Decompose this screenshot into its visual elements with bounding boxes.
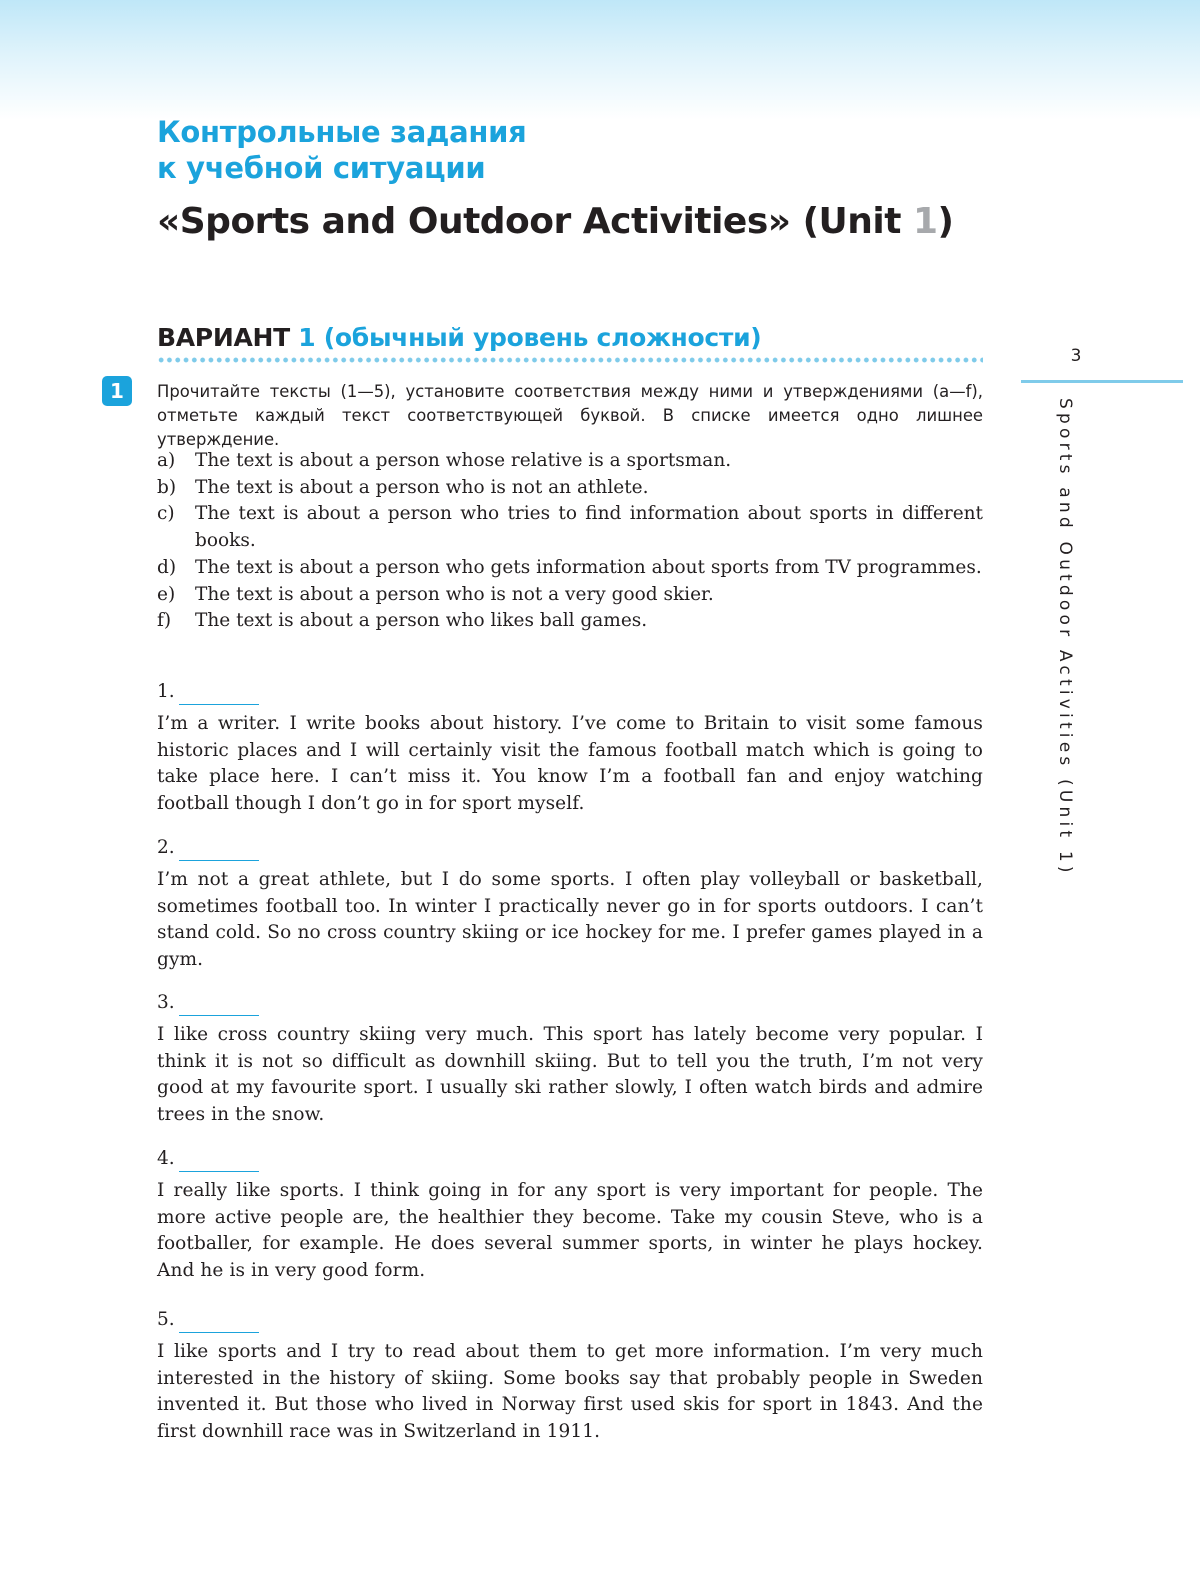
statement-letter: f) xyxy=(157,610,172,632)
unit-title-name: «Sports and Outdoor Activities» xyxy=(157,201,791,242)
unit-number: 1 xyxy=(912,201,938,242)
statement-letter: b) xyxy=(157,476,177,498)
text-number-label: 2. xyxy=(157,837,175,858)
statement-letter: a) xyxy=(157,450,176,471)
section-title-line-1: Контрольные задания xyxy=(157,115,527,149)
text-number-label: 4. xyxy=(157,1148,175,1169)
text-1-body: I’m a writer. I write books about history. I’ve come to Britain to visit some famous historic places and I will certainly visit the famous football match which is going to take place here. I can’t miss it. You know I’m a football fan and enjoy watching football though I don’t go in for sport myself. xyxy=(157,713,983,815)
statement-item xyxy=(157,582,983,609)
text-4-number xyxy=(157,1146,259,1172)
answer-blank[interactable] xyxy=(179,1314,259,1333)
answer-blank[interactable] xyxy=(179,842,259,861)
statement-item xyxy=(157,501,983,554)
task-number-badge: 1 xyxy=(102,376,132,406)
answer-blank[interactable] xyxy=(179,1153,259,1172)
statements-list xyxy=(157,448,983,635)
statement-text: The text is about a person who is not a very good skier. xyxy=(195,583,714,605)
text-2-number xyxy=(157,835,259,861)
dotted-divider xyxy=(157,357,983,363)
sidebar-rule xyxy=(1021,380,1183,383)
statement-text: The text is about a person who likes ball games. xyxy=(195,610,648,632)
running-title-vertical: Sports and Outdoor Activities (Unit 1) xyxy=(1055,398,1075,877)
statement-item xyxy=(157,608,983,635)
answer-blank[interactable] xyxy=(179,686,259,705)
statement-letter: d) xyxy=(157,556,177,578)
text-1-number xyxy=(157,679,259,705)
text-5-body: I like sports and I try to read about them to get more information. I’m very much interested in the history of skiing. Some books say that probably people in Sweden invented it. But those who lived in Norway first used skis for sport in 1843. And the first downhill race was in Switzerland in 1911. xyxy=(157,1341,983,1443)
unit-suffix: ) xyxy=(937,201,954,242)
statement-text: The text is about a person whose relative is a sportsman. xyxy=(195,450,732,471)
text-3-number xyxy=(157,990,259,1016)
variant-number: 1 xyxy=(298,323,316,352)
statement-text: The text is about a person who is not an athlete. xyxy=(195,476,649,498)
variant-heading xyxy=(157,320,761,356)
statement-item xyxy=(157,448,983,475)
answer-blank[interactable] xyxy=(179,997,259,1016)
section-title-line-2: к учебной ситуации xyxy=(157,151,486,185)
statement-letter: c) xyxy=(157,503,175,525)
statement-item xyxy=(157,555,983,582)
page-number: 3 xyxy=(1070,346,1082,366)
text-number-label: 5. xyxy=(157,1309,175,1330)
text-5-number xyxy=(157,1307,259,1333)
text-3-body: I like cross country skiing very much. This sport has lately become very popular. I think it is not so difficult as downhill skiing. But to tell you the truth, I’m not very good at my favourite sport. I usually ski rather slowly, I often watch birds and admire trees in the snow. xyxy=(157,1024,983,1126)
unit-title xyxy=(157,198,954,246)
statement-letter: e) xyxy=(157,583,176,605)
statement-item xyxy=(157,475,983,502)
statement-text: The text is about a person who tries to find information about sports in different books. xyxy=(195,503,983,552)
text-number-label: 1. xyxy=(157,681,175,702)
variant-label: ВАРИАНТ xyxy=(157,323,290,352)
text-2-body: I’m not a great athlete, but I do some sports. I often play volleyball or basketball, sometimes football too. In winter I practically never go in for sports outdoors. I can’t stand cold. So no cross country skiing or ice hockey for me. I prefer games played in a gym. xyxy=(157,869,983,971)
section-title xyxy=(157,114,526,186)
text-4-body: I really like sports. I think going in for any sport is very important for people. The more active people are, the healthier they become. Take my cousin Steve, who is a footballer, for example. He does several summer sports, in winter he plays hockey. And he is in very good form. xyxy=(157,1180,983,1282)
task-instruction: Прочитайте тексты (1—5), установите соответствия между ними и утверждениями (a—f), отметьте каждый текст соответствующей буквой. В списке имеется одно лишнее утверждение. xyxy=(157,382,983,449)
statement-text: The text is about a person who gets information about sports from TV programmes. xyxy=(195,556,982,578)
unit-prefix: (Unit xyxy=(802,201,901,242)
top-gradient-band xyxy=(0,0,1200,120)
variant-level: (обычный уровень сложности) xyxy=(323,323,762,352)
text-number-label: 3. xyxy=(157,992,175,1013)
